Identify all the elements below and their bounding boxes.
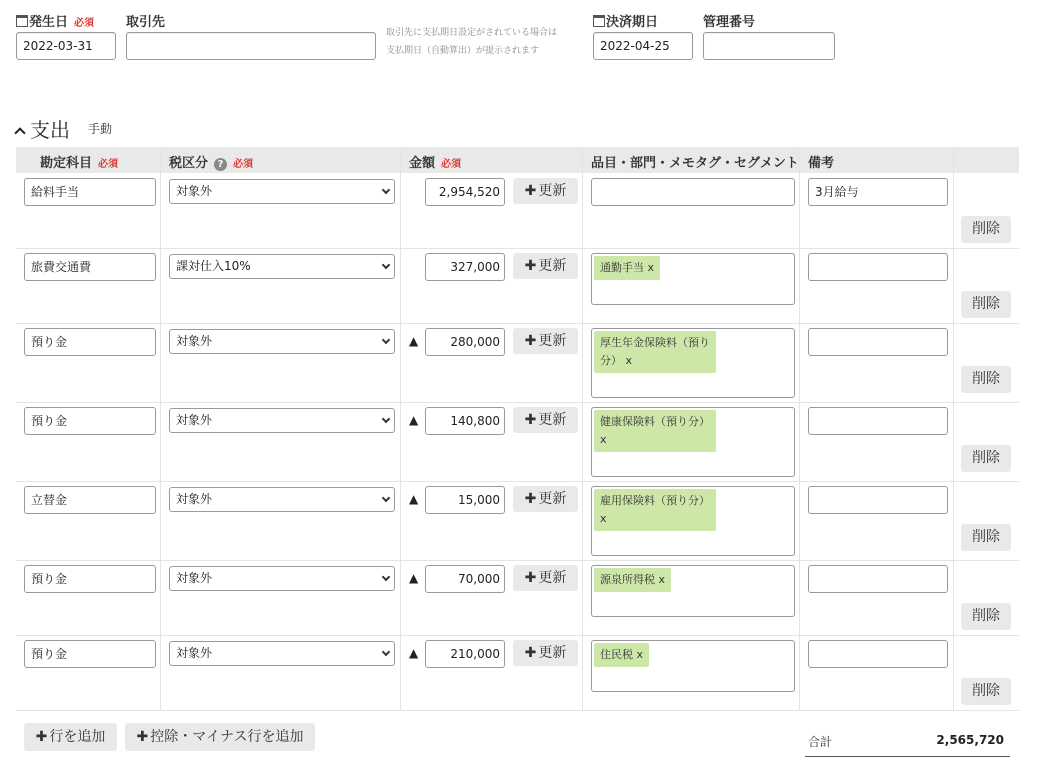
chevron-down-icon (382, 573, 390, 581)
account-input[interactable]: 立替金 (24, 486, 156, 514)
update-button[interactable]: ✚ 更新 (513, 178, 578, 204)
update-button[interactable]: ✚ 更新 (513, 407, 578, 433)
tax-select[interactable]: 対象外 (169, 487, 395, 512)
minus-indicator: ▲ (409, 571, 419, 585)
minus-indicator: ▲ (409, 492, 419, 506)
col-memo-header: 備考 (808, 156, 835, 171)
required-badge: 必須 (441, 159, 462, 170)
column-divider (400, 147, 401, 710)
tax-select[interactable]: 対象外 (169, 641, 395, 666)
due-date-label: 決済期日 (593, 11, 658, 30)
chevron-down-icon (382, 186, 390, 194)
chevron-up-icon[interactable] (14, 127, 25, 138)
plus-icon: ✚ (524, 412, 537, 428)
plus-icon: ✚ (524, 570, 537, 586)
required-badge: 必須 (98, 159, 119, 170)
entry-mode: 手動 (88, 122, 113, 136)
amount-input[interactable]: 280,000 (425, 328, 505, 356)
tag-field[interactable] (591, 565, 795, 617)
tag-chip: 源泉所得税 x (594, 568, 671, 592)
tag-field[interactable] (591, 640, 795, 692)
account-input[interactable]: 預り金 (24, 565, 156, 593)
add-row-button[interactable]: ✚ 行を追加 (24, 723, 117, 751)
update-button[interactable]: ✚ 更新 (513, 565, 578, 591)
amount-input[interactable]: 70,000 (425, 565, 505, 593)
minus-indicator: ▲ (409, 413, 419, 427)
tag-field[interactable] (591, 178, 795, 206)
column-divider (160, 147, 161, 710)
update-button[interactable]: ✚ 更新 (513, 640, 578, 666)
tag-field[interactable] (591, 407, 795, 477)
due-date-hint (386, 24, 557, 60)
row-divider (16, 635, 1019, 636)
delete-button[interactable]: 削除 (961, 216, 1011, 243)
chevron-down-icon (382, 494, 390, 502)
partner-label: 取引先 (126, 15, 166, 30)
memo-input[interactable]: 3月給与 (808, 178, 948, 206)
memo-input[interactable] (808, 486, 948, 514)
plus-icon: ✚ (524, 491, 537, 507)
col-tax-header: 税区分 ? 必須 (169, 156, 254, 171)
management-number-input[interactable] (703, 32, 835, 60)
row-divider (16, 710, 1019, 711)
delete-button[interactable]: 削除 (961, 445, 1011, 472)
chevron-down-icon (382, 261, 390, 269)
issue-date-input[interactable]: 2022-03-31 (16, 32, 116, 60)
row-divider (16, 560, 1019, 561)
update-button[interactable]: ✚ 更新 (513, 486, 578, 512)
calendar-icon (16, 15, 28, 27)
memo-input[interactable] (808, 253, 948, 281)
account-input[interactable]: 旅費交通費 (24, 253, 156, 281)
column-divider (582, 147, 583, 710)
row-divider (16, 402, 1019, 403)
amount-input[interactable]: 327,000 (425, 253, 505, 281)
tag-field[interactable] (591, 486, 795, 556)
plus-icon: ✚ (524, 645, 537, 661)
amount-input[interactable]: 2,954,520 (425, 178, 505, 206)
calendar-icon (593, 15, 605, 27)
tag-field[interactable] (591, 253, 795, 305)
total-underline (805, 756, 1010, 757)
tax-select[interactable]: 対象外 (169, 179, 395, 204)
amount-input[interactable]: 140,800 (425, 407, 505, 435)
plus-icon: ✚ (136, 729, 149, 745)
plus-icon: ✚ (524, 183, 537, 199)
tag-chip: 通勤手当 x (594, 256, 660, 280)
tag-chip: 雇用保険料（預り分） x (594, 489, 716, 531)
tax-select[interactable]: 課対仕入10% (169, 254, 395, 279)
delete-button[interactable]: 削除 (961, 678, 1011, 705)
section-header[interactable] (16, 114, 70, 143)
column-divider (953, 147, 954, 710)
tag-remove-icon[interactable]: x (600, 433, 607, 446)
plus-icon: ✚ (524, 333, 537, 349)
delete-button[interactable]: 削除 (961, 366, 1011, 393)
memo-input[interactable] (808, 640, 948, 668)
account-input[interactable]: 預り金 (24, 407, 156, 435)
tag-chip: 厚生年金保険料（預り 分） x (594, 331, 716, 373)
required-badge: 必須 (233, 159, 254, 170)
column-divider (799, 147, 800, 710)
col-amount-header: 金額 必須 (409, 156, 462, 171)
amount-input[interactable]: 15,000 (425, 486, 505, 514)
amount-input[interactable]: 210,000 (425, 640, 505, 668)
col-items-header: 品目・部門・メモタグ・セグメント (591, 156, 799, 171)
required-badge: 必須 (74, 18, 95, 29)
total-value: 2,565,720 (936, 733, 1004, 747)
hint-line-2: 支払期日（自動算出）が提示されます (386, 46, 540, 56)
row-divider (16, 248, 1019, 249)
table-header (16, 147, 1019, 173)
chevron-down-icon (382, 336, 390, 344)
chevron-down-icon (382, 415, 390, 423)
minus-indicator: ▲ (409, 334, 419, 348)
tax-select[interactable]: 対象外 (169, 408, 395, 433)
tag-remove-icon[interactable]: x (658, 573, 666, 586)
row-divider (16, 481, 1019, 482)
update-button[interactable]: ✚ 更新 (513, 253, 578, 279)
plus-icon: ✚ (35, 729, 48, 745)
tag-field[interactable] (591, 328, 795, 398)
minus-indicator: ▲ (409, 646, 419, 660)
memo-input[interactable] (808, 565, 948, 593)
tag-remove-icon[interactable]: x (636, 648, 644, 661)
issue-date-label: 発生日 必須 (16, 11, 94, 30)
plus-icon: ✚ (524, 258, 537, 274)
partner-input[interactable] (126, 32, 376, 60)
account-input[interactable]: 預り金 (24, 640, 156, 668)
delete-button[interactable]: 削除 (961, 524, 1011, 551)
help-icon[interactable]: ? (214, 158, 227, 171)
account-input[interactable]: 預り金 (24, 328, 156, 356)
tax-select[interactable]: 対象外 (169, 566, 395, 591)
row-divider (16, 323, 1019, 324)
delete-button[interactable]: 削除 (961, 291, 1011, 318)
tag-chip: 健康保険料（預り分） x (594, 410, 716, 452)
delete-button[interactable]: 削除 (961, 603, 1011, 630)
account-input[interactable]: 給料手当 (24, 178, 156, 206)
update-button[interactable]: ✚ 更新 (513, 328, 578, 354)
tag-remove-icon[interactable]: x (600, 512, 607, 525)
management-number-label: 管理番号 (703, 15, 756, 30)
tag-remove-icon[interactable]: x (647, 261, 655, 274)
chevron-down-icon (382, 648, 390, 656)
section-title: 支出 (30, 118, 70, 142)
tag-chip: 住民税 x (594, 643, 649, 667)
hint-line-1: 取引先に支払期日設定がされている場合は (386, 28, 558, 38)
memo-input[interactable] (808, 407, 948, 435)
tag-remove-icon[interactable]: x (625, 354, 633, 367)
col-account-header: 勘定科目 必須 (40, 156, 119, 171)
memo-input[interactable] (808, 328, 948, 356)
tax-select[interactable]: 対象外 (169, 329, 395, 354)
due-date-input[interactable]: 2022-04-25 (593, 32, 693, 60)
add-minus-row-button[interactable]: ✚ 控除・マイナス行を追加 (125, 723, 315, 751)
total-label: 合計 (808, 735, 833, 749)
